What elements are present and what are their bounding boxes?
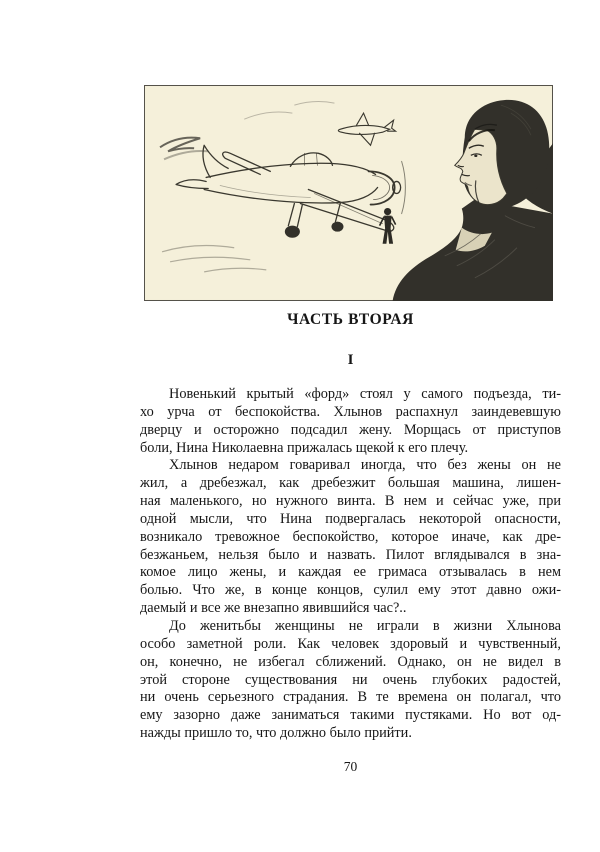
text-line: нажды пришло то, что должно было прийти. (140, 725, 412, 742)
text-line: он, конечно, не избегал сближений. Однако, он не видел в (140, 653, 561, 670)
paragraph (140, 618, 561, 743)
text-line: ни очень серьезного страдания. В те времена он полагал, что (140, 689, 561, 706)
part-heading: ЧАСТЬ ВТОРАЯ (287, 311, 414, 328)
body-text (140, 386, 561, 743)
text-line: безжаньем, нельзя было и назвать. Пилот вглядывался в зна- (140, 546, 561, 563)
page-number: 70 (343, 759, 358, 774)
text-line: хо урча от беспокойства. Хлынов распахнул заиндевевшую (140, 403, 561, 420)
text-line: дверцу и осторожно подсадил жену. Морщась от приступов (140, 421, 561, 438)
aircraft-pilot-sketch-image (144, 85, 553, 301)
text-line: особо заметной роли. Как человек здоровый и чувственный, (140, 635, 561, 652)
text-line: одной мысли, что Нина подвергалась некоторой опасности, (140, 510, 561, 527)
text-line: Новенький крытый «форд» стоял у самого подъезда, ти- (169, 386, 561, 402)
text-line: даемый и все же внезапно явившийся час?.. (140, 600, 407, 617)
text-line: Хлынов недаром говаривал иногда, что без жены он не (169, 457, 561, 474)
chapter-number: I (347, 352, 354, 368)
text-line: боли, Нина Николаевна прижалась щекой к его плечу. (140, 439, 469, 456)
text-line: ная маленького, но нужного винта. В нем и сейчас уже, при (140, 493, 561, 510)
text-line: До женитьбы женщины не играли в жизни Хлынова (169, 617, 561, 634)
text-line: комое лицо жены, и каждая ее гримаса отзывалась в нем (140, 564, 561, 581)
text-line: этой стороне существования ни очень глубоких радостей, (140, 671, 561, 688)
paragraph (140, 386, 561, 457)
chapter-illustration (144, 85, 553, 301)
text-line: болью. Что же, в конце концов, сулил ему этот давно ожи- (140, 582, 561, 599)
paragraph (140, 457, 561, 618)
text-line: возникало тревожное беспокойство, которое иначе, как дре- (140, 528, 561, 545)
text-line: ему зазорно даже заниматься такими пустяками. Но вот од- (140, 707, 561, 724)
text-line: жил, а дребезжал, как дребезжит большая машина, лишен- (140, 475, 561, 492)
